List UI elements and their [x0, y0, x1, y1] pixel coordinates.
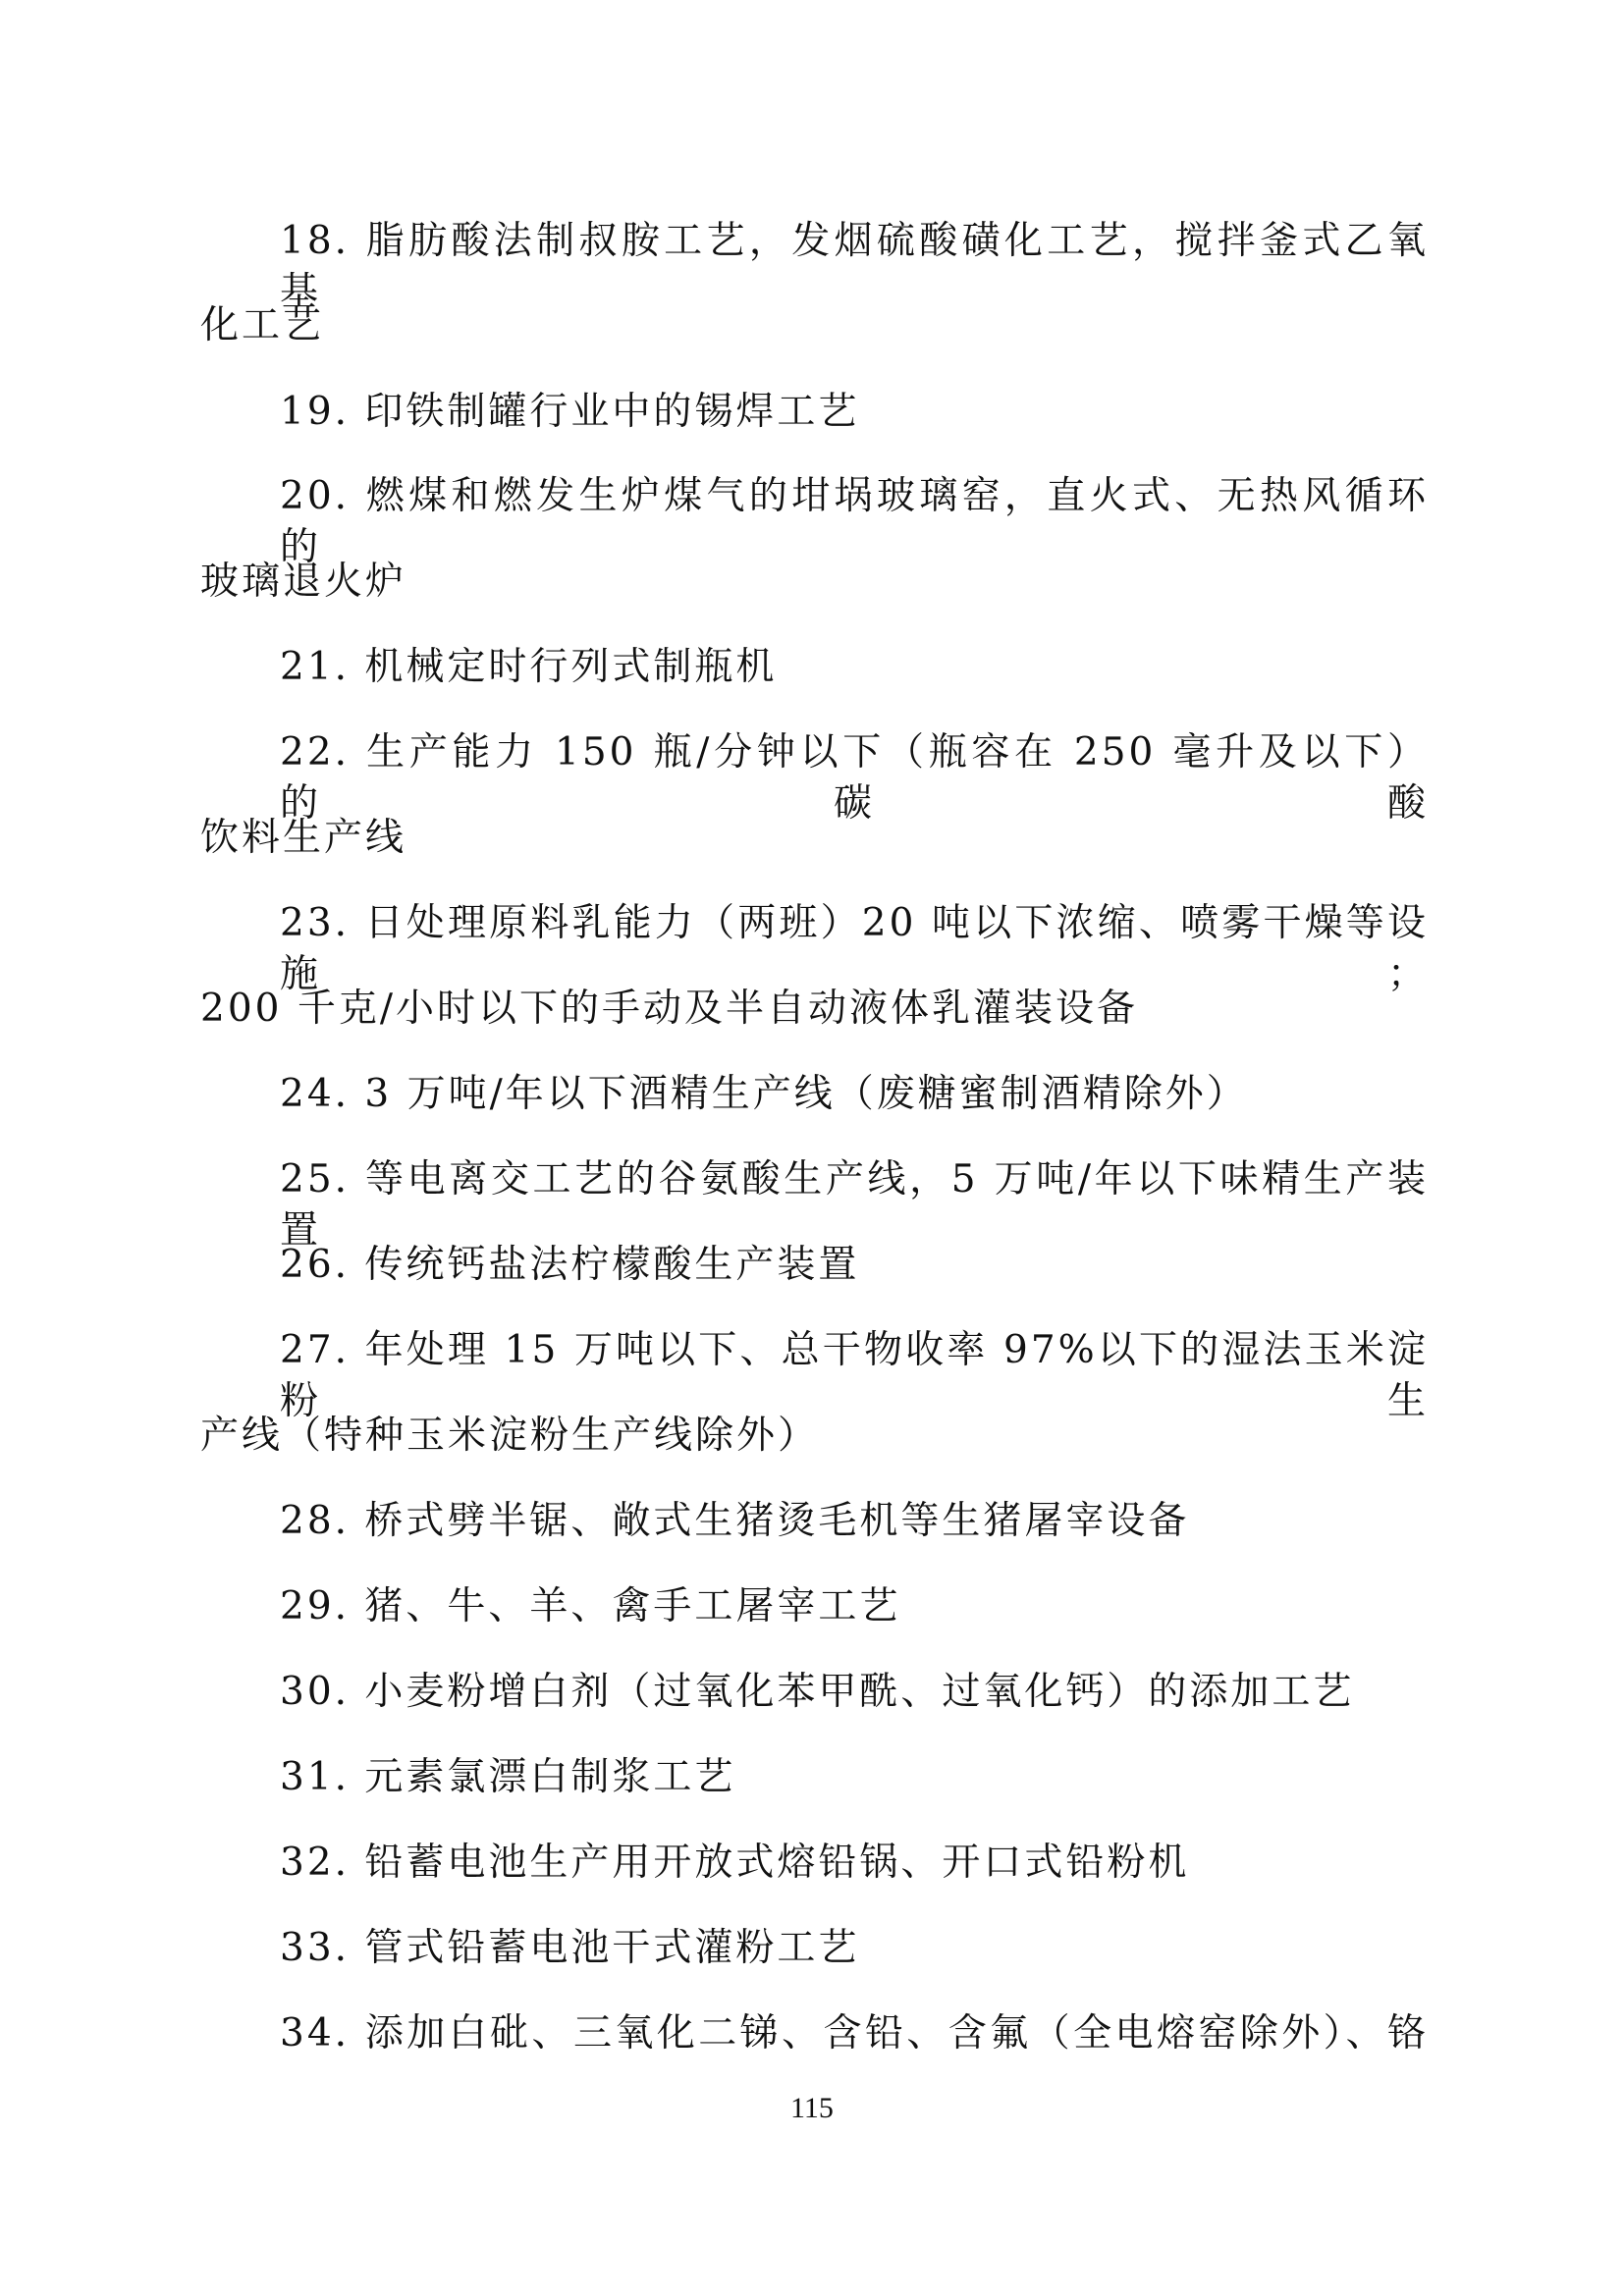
item-23-line-2: 200 千克/小时以下的手动及半自动液体乳灌装设备 [200, 987, 1138, 1031]
item-18-line-1: 18. 脂肪酸法制叔胺工艺，发烟硫酸磺化工艺，搅拌釜式乙氧基 [280, 219, 1429, 314]
page-number: 115 [790, 2092, 834, 2124]
item-21: 21. 机械定时行列式制瓶机 [280, 645, 778, 689]
item-26: 26. 传统钙盐法柠檬酸生产装置 [280, 1243, 860, 1287]
item-30: 30. 小麦粉增白剂（过氧化苯甲酰、过氧化钙）的添加工艺 [280, 1670, 1355, 1714]
item-29: 29. 猪、牛、羊、禽手工屠宰工艺 [280, 1584, 901, 1629]
item-34-line-1: 34. 添加白砒、三氧化二锑、含铅、含氟（全电熔窑除外）、铬 [280, 2011, 1429, 2056]
item-22-line-2: 饮料生产线 [200, 816, 407, 860]
item-23-line-1: 23. 日处理原料乳能力（两班）20 吨以下浓缩、喷雾干燥等设施； [280, 901, 1429, 996]
item-20-line-2: 玻璃退火炉 [200, 560, 407, 604]
item-27-line-2: 产线（特种玉米淀粉生产线除外） [200, 1414, 820, 1458]
item-27-line-1: 27. 年处理 15 万吨以下、总干物收率 97%以下的湿法玉米淀粉生 [280, 1328, 1429, 1423]
item-32: 32. 铅蓄电池生产用开放式熔铅锅、开口式铅粉机 [280, 1841, 1190, 1885]
item-25: 25. 等电离交工艺的谷氨酸生产线，5 万吨/年以下味精生产装置 [280, 1157, 1429, 1253]
item-33: 33. 管式铅蓄电池干式灌粉工艺 [280, 1926, 860, 1970]
item-19: 19. 印铁制罐行业中的锡焊工艺 [280, 390, 860, 434]
item-18-line-2: 化工艺 [200, 303, 325, 347]
item-28: 28. 桥式劈半锯、敞式生猪烫毛机等生猪屠宰设备 [280, 1499, 1190, 1543]
item-24: 24. 3 万吨/年以下酒精生产线（废糖蜜制酒精除外） [280, 1072, 1248, 1116]
item-20-line-1: 20. 燃煤和燃发生炉煤气的坩埚玻璃窑，直火式、无热风循环的 [280, 474, 1429, 569]
item-31: 31. 元素氯漂白制浆工艺 [280, 1755, 736, 1799]
item-22-line-1: 22. 生产能力 150 瓶/分钟以下（瓶容在 250 毫升及以下）的碳酸 [280, 730, 1429, 826]
